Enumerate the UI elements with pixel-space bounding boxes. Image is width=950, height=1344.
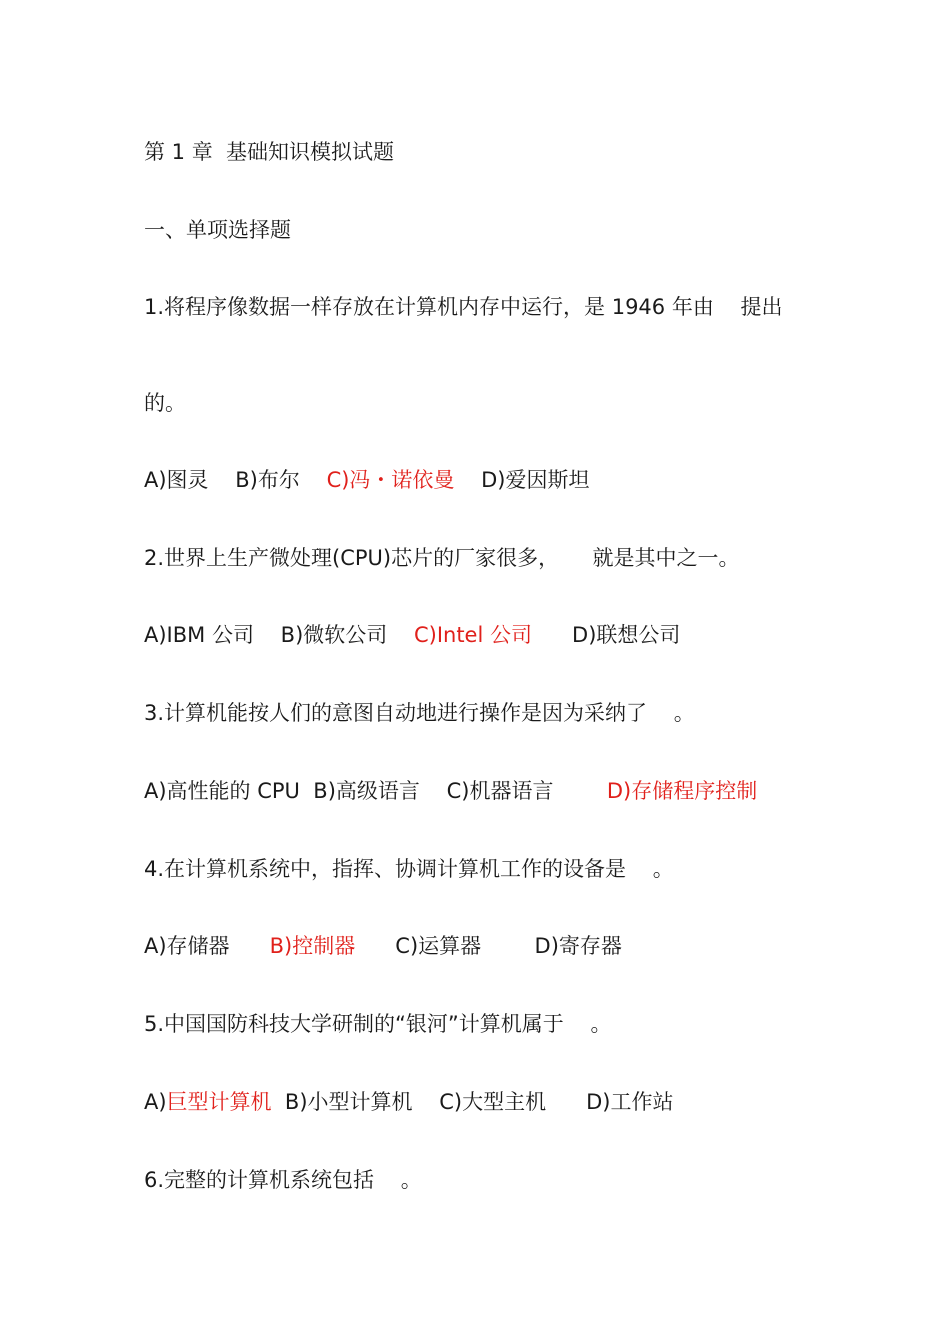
question-5-stem: 5.中国国防科技大学研制的“银河”计算机属于 。 [144,1012,612,1036]
option-b: B)布尔 [235,468,327,492]
question-2-stem: 2.世界上生产微处理(CPU)芯片的厂家很多， 就是其中之一。 [144,546,740,570]
option-c: C)机器语言 [446,779,607,803]
question-5-options [144,1088,674,1116]
option-d: D)工作站 [586,1090,674,1114]
question-2-options [144,621,680,649]
question-3-options [144,777,757,805]
section-title: 一、单项选择题 [144,218,291,242]
option-a: A)IBM 公司 [144,623,281,647]
option-a: A)图灵 [144,468,236,492]
option-c-correct-answer: C)冯・诺依曼 [326,468,455,492]
option-c: C)大型主机 [439,1090,587,1114]
option-b: B)高级语言 [313,779,447,803]
option-b: B)小型计算机 [271,1090,440,1114]
option-a-label: A) [144,1090,167,1114]
question-6-stem: 6.完整的计算机系统包括 。 [144,1168,422,1192]
chapter-title: 第 1 章 基础知识模拟试题 [144,140,395,164]
question-1-stem: 1.将程序像数据一样存放在计算机内存中运行，是 1946 年由 提出 [144,295,783,319]
option-d: D)寄存器 [534,934,622,958]
option-b-correct-answer: B)控制器 [269,934,356,958]
option-d: D)联想公司 [532,623,681,647]
option-b: B)微软公司 [280,623,414,647]
option-a-correct-answer: 巨型计算机 [166,1090,272,1114]
option-d: D)爱因斯坦 [454,468,590,492]
question-4-options [144,932,622,960]
question-1-stem-cont: 的。 [144,391,186,415]
option-a: A)高性能的 CPU [144,779,314,803]
question-4-stem: 4.在计算机系统中，指挥、协调计算机工作的设备是 。 [144,857,674,881]
option-c: C)运算器 [355,934,535,958]
question-1-options [144,466,590,494]
option-a: A)存储器 [144,934,270,958]
question-3-stem: 3.计算机能按人们的意图自动地进行操作是因为采纳了 。 [144,701,695,725]
option-d-correct-answer: D)存储程序控制 [606,779,758,803]
option-c-correct-answer: C)Intel 公司 [413,623,532,647]
